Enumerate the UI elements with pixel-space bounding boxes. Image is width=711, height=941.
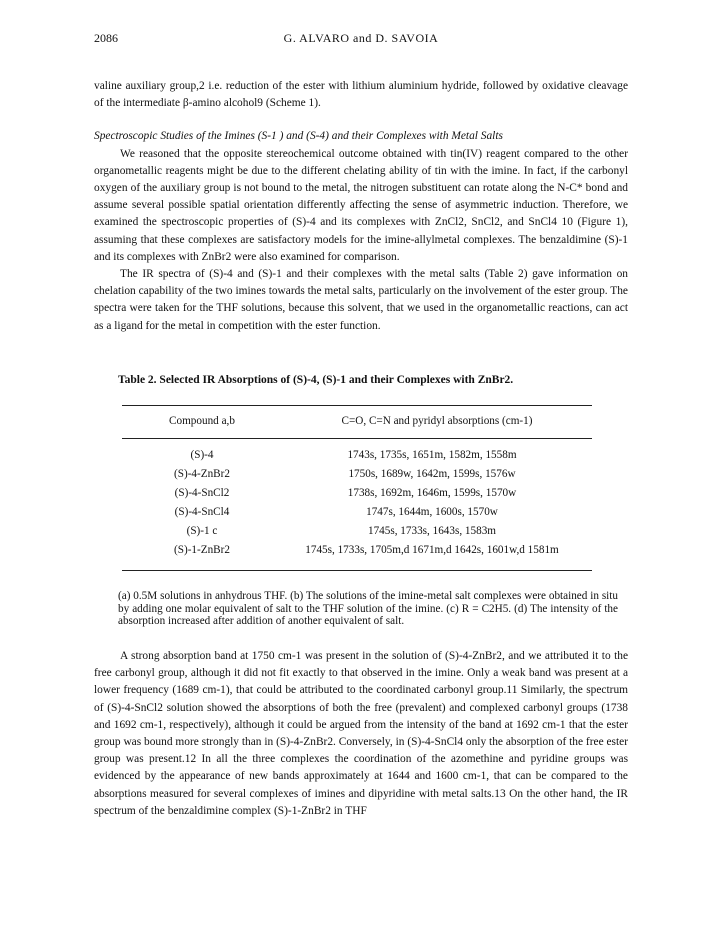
cell-absorptions: 1750s, 1689w, 1642m, 1599s, 1576w bbox=[348, 468, 516, 480]
cell-compound: (S)-1 c bbox=[186, 525, 218, 537]
cell-absorptions: 1747s, 1644m, 1600s, 1570w bbox=[366, 506, 498, 518]
table-header-absorptions: C=O, C=N and pyridyl absorptions (cm-1) bbox=[341, 415, 533, 427]
section-heading: Spectroscopic Studies of the Imines (S-1 ) and (S-4) and their Complexes with Metal Salts bbox=[94, 130, 503, 143]
paragraph-2: The IR spectra of (S)-4 and (S)-1 and their complexes with the metal salts (Table 2) gave information on chelation capability of the two imines towards the metal salts, particularly on the involvement of the ester group. The spectra were taken for the THF solutions, because this solvent, that we used in the organometallic reactions, can act as a ligand for the metal in competition with the ester function. bbox=[94, 268, 628, 332]
table-notes: (a) 0.5M solutions in anhydrous THF. (b) The solutions of the imine-metal salt complexes were obtained in situ by adding one molar equivalent of salt to the THF solution of the imine. (c) R = C2H5. (d) The intensity of the absorption increased after addition of another equivalent of salt. bbox=[118, 590, 618, 628]
cell-absorptions: 1743s, 1735s, 1651m, 1582m, 1558m bbox=[347, 449, 517, 461]
cell-compound: (S)-4-SnCl4 bbox=[174, 506, 230, 518]
paragraph-3: A strong absorption band at 1750 cm-1 was present in the solution of (S)-4-ZnBr2, and we attributed it to the free carbonyl group, although it did not fit exactly to that observed in the imine. Only a weak band was present at a lower frequency (1689 cm-1), that could be attributed to the coordinated carbonyl group.11 Similarly, the spectrum of (S)-4-SnCl2 solution showed the absorptions of both the free (prevalent) and complexed carbonyl groups (1738 and 1692 cm-1, respectively), although it could be argued from the intensity of the band at 1692 cm-1 that the ester group was bound more strongly than in (S)-4-ZnBr2. Conversely, in (S)-4-SnCl4 only the absorption of the free ester group was present.12 In all the three complexes the coordination of the azomethine and pyridine groups was evidenced by the appearance of new bands approximately at 1644 and 1600 cm-1, that can be compared to the absorptions measured for several complexes of imines and dipyridine with metal salts.13 On the other hand, the IR spectrum of the benzaldimine complex (S)-1-ZnBr2 in THF bbox=[94, 650, 628, 817]
paragraph-intro: valine auxiliary group,2 i.e. reduction of the ester with lithium aluminium hydride, followed by oxidative cleavage of the intermediate β-amino alcohol9 (Scheme 1). bbox=[94, 80, 628, 110]
table-row bbox=[122, 506, 592, 522]
table-row bbox=[122, 449, 592, 465]
table-row bbox=[122, 487, 592, 503]
table-header-compound: Compound a,b bbox=[169, 415, 235, 427]
body-bottom bbox=[94, 648, 628, 820]
table-row bbox=[122, 544, 592, 560]
table-row bbox=[122, 525, 592, 541]
cell-absorptions: 1738s, 1692m, 1646m, 1599s, 1570w bbox=[347, 487, 517, 499]
cell-compound: (S)-4 bbox=[190, 449, 214, 461]
paragraph-1: We reasoned that the opposite stereochemical outcome obtained with tin(IV) reagent compared to the other organometallic reagents might be due to the different chelating ability of tin with the imine. In fact, if the carbonyl oxygen of the auxiliary group is not bound to the metal, the nitrogen substituent can rotate along the N-C* bond and assume several possible spatial orientation differently affecting the sense of asymmetric induction. Therefore, we examined the spectroscopic properties of (S)-4 and its complexes with ZnCl2, SnCl2, and SnCl4 10 (Figure 1), assuming that these complexes are satisfactory models for the imine-allylmetal complexes. The benzaldimine (S)-1 and its complexes with ZnBr2 were also examined for comparison. bbox=[94, 147, 628, 263]
table-caption: Table 2. Selected IR Absorptions of (S)-4, (S)-1 and their Complexes with ZnBr2. bbox=[118, 374, 514, 386]
table-row bbox=[122, 468, 592, 484]
cell-absorptions: 1745s, 1733s, 1643s, 1583m bbox=[367, 525, 497, 537]
table-top-rule bbox=[122, 405, 592, 406]
page-number: 2086 bbox=[94, 31, 118, 45]
cell-compound: (S)-4-SnCl2 bbox=[174, 487, 230, 499]
running-title: G. ALVARO and D. SAVOIA bbox=[283, 31, 439, 45]
table-header-rule bbox=[122, 438, 592, 439]
table-bottom-rule bbox=[122, 570, 592, 571]
cell-absorptions: 1745s, 1733s, 1705m,d 1671m,d 1642s, 1601w,d 1581m bbox=[305, 544, 559, 556]
cell-compound: (S)-4-ZnBr2 bbox=[174, 468, 230, 480]
cell-compound: (S)-1-ZnBr2 bbox=[174, 544, 230, 556]
body-top bbox=[94, 78, 628, 335]
